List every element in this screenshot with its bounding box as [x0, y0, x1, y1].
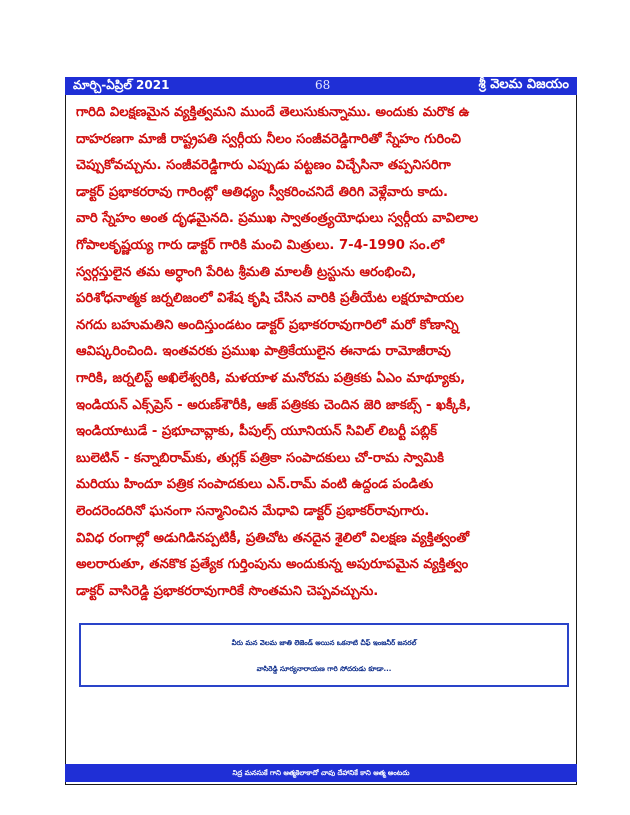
body-line: స్వర్గస్తులైన తమ అర్ధాంగి పేరిట శ్రీమతి మాలతీ ట్రస్టును ఆరంభించి,	[76, 264, 417, 280]
body-line: నగదు బహుమతిని అందిస్తుండటం డాక్టర్ ప్రభాకరరావుగారిలో మరో కోణాన్ని	[76, 317, 459, 333]
body-line: మరియు హిందూ పత్రిక సంపాదకులు ఎన్.రామ్ వంటి ఉద్దండ పండితు	[76, 477, 434, 493]
body-line: చెప్పుకోవచ్చును. సంజీవరెడ్డిగారు ఎప్పుడు పట్టణం విచ్చేసినా తప్పనిసరిగా	[76, 158, 451, 174]
body-line: లెందరెందరినో ఘనంగా సన్మానించిన మేధావి డాక్టర్ ప్రభాకర్‌రావుగారు.	[76, 503, 430, 519]
highlight-box	[79, 623, 569, 687]
magazine-title: శ్రీ వెలమ విజయం	[478, 77, 569, 92]
body-line: గోపాలకృష్ణయ్య గారు డాక్టర్ గారికి మంచి మిత్రులు. 7-4-1990 సం.లో	[76, 237, 445, 253]
body-line: ఇండియాటుడే - ప్రభూచావ్లాకు, పీపుల్స్ యూనియన్ సివిల్ లిబర్టీ పబ్లిక్	[76, 424, 438, 440]
body-line: వారి స్నేహం అంత దృఢమైనది. ప్రముఖ స్వాతంత్ర్యయోధులు స్వర్గీయ వావిలాల	[76, 211, 479, 227]
body-line: గారికి, జర్నలిస్ట్ అఖిలేశ్వరికి, మళయాళ మనోరమ పత్రికకు ఏఎం మాథ్యూకు,	[76, 370, 466, 386]
body-line: పరిశోధనాత్మక జర్నలిజంలో విశేష కృషి చేసిన వారికి ప్రతీయేట లక్షరూపాయల	[76, 291, 464, 307]
issue-date: మార్చి-ఏప్రిల్ 2021	[73, 78, 170, 92]
footer-quote: నిద్ర మనసుకే గాని ఆత్మకెలాకాదో చావు దేహానికే కాని ఆత్మ అంటదు	[65, 764, 577, 782]
page-number: 68	[315, 78, 331, 92]
body-line: గారిది విలక్షణమైన వ్యక్తిత్వమని ముందే తెలుసుకున్నాము. అందుకు మరొక ఉ	[76, 105, 470, 120]
body-line: డాక్టర్ వాసిరెడ్డి ప్రభాకరరావుగారికే సొంతమని చెప్పవచ్చును.	[76, 583, 379, 599]
page-header	[65, 77, 577, 95]
body-line: ఇండియన్ ఎక్స్‌ప్రెస్ - అరుణ్‌శౌరీకి, ఆజ్ పత్రికకు చెందిన జెరి జాకబ్స్ - ఖక్కీకి,	[76, 397, 472, 413]
callout-line: వీరు మన వెలమ జాతి లెజెండ్ అయిన ఒకనాటి చీఫ్ ఇంజనీర్ జనరల్	[231, 639, 417, 647]
body-line: వివిధ రంగాల్లో అడుగిడినప్పటికీ, ప్రతిచోట తనదైన శైలిలో విలక్షణ వ్యక్తిత్వంతో	[76, 530, 470, 546]
article-body	[76, 100, 568, 605]
body-line: అలరారుతూ, తనకొక ప్రత్యేక గుర్తింపును అందుకున్న అపురూపమైన వ్యక్తిత్వం	[76, 557, 469, 573]
body-line: దాహరణగా మాజీ రాష్ట్రపతి స్వర్గీయ నీలం సంజీవరెడ్డిగారితో స్నేహం గురించి	[76, 131, 461, 147]
body-line: డాక్టర్ ప్రభాకరరావు గారింట్లో ఆతిధ్యం స్వీకరించనిదే తిరిగి వెళ్లేవారు కాదు.	[76, 184, 448, 200]
body-line: బులెటిన్ - కన్నాబిరామ్‌కు, తుగ్లక్ పత్రికా సంపాదకులు చో-రామ స్వామికి	[76, 450, 444, 466]
body-line: ఆవిష్కరించింది. ఇంతవరకు ప్రముఖ పాత్రికేయులైన ఈనాడు రామోజీరావు	[76, 344, 451, 360]
callout-line: వాసిరెడ్డి సూర్యనారాయణ గారి సోదరుడు కూడా...	[256, 665, 392, 673]
